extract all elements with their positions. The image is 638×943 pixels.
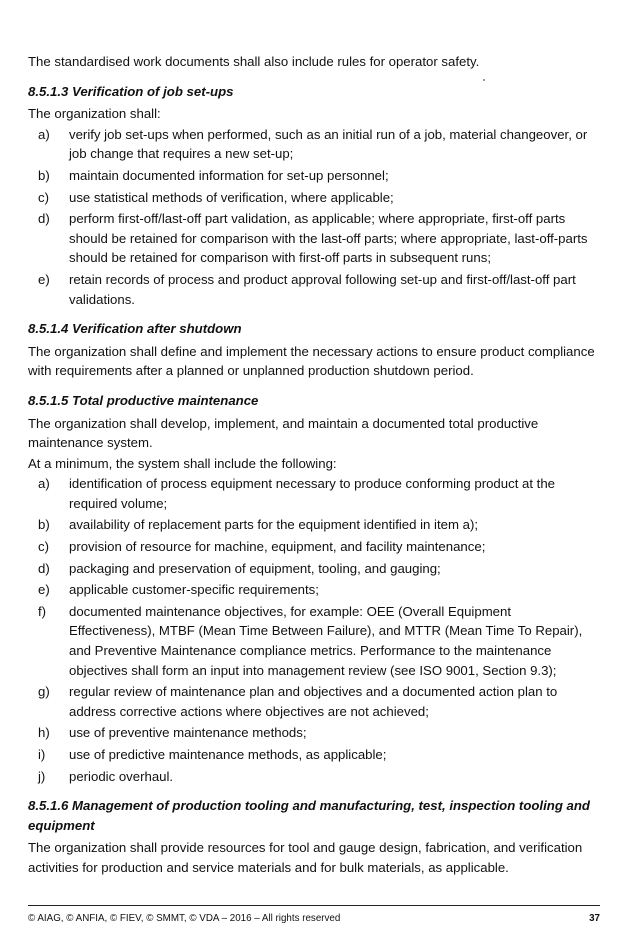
list-item [28,767,600,787]
section-heading-8-5-1-5 [28,391,600,411]
list-item-text: retain records of process and product approval following set-up and first-off/last-off part validations. [69,271,576,307]
list-marker: d) [38,560,50,576]
list-marker: e) [38,582,50,598]
section-number: 8.5.1.5 [28,392,69,408]
document-page [28,52,600,884]
list-item [28,723,600,743]
list-item [28,580,600,600]
section-heading-8-5-1-3 [28,82,600,102]
list-item-text: identification of process equipment necessary to produce conforming product at the required volume; [69,476,556,511]
list-item [28,270,600,309]
section-number: 8.5.1.4 [28,321,69,337]
list-marker: e) [38,271,50,287]
list-marker: h) [38,725,50,741]
list-item-text: packaging and preservation of equipment, tooling, and gauging; [69,560,441,576]
list-item [28,474,600,513]
list-marker: i) [38,747,46,762]
list-item-text: use of preventive maintenance methods; [69,725,307,741]
section-body: The organization shall develop, implement, and maintain a documented total productive maintenance system. [28,415,539,451]
list-item-text: use statistical methods of verification, where applicable; [69,189,394,205]
list-marker: g) [38,684,50,700]
list-item-text: regular review of maintenance plan and objectives and a documented action plan to address corrective actions where objectives are not achieved; [69,684,558,719]
list-8-5-1-3 [28,125,600,309]
list-marker: a) [38,476,50,492]
section-body: The organization shall define and implement the necessary actions to ensure product compliance with requirements after a planned or unplanned production shutdown period. [28,343,595,379]
list-item [28,602,600,680]
list-item [28,559,600,579]
section-lead: The organization shall: [28,106,161,122]
list-item-text: applicable customer-specific requirements; [69,582,319,598]
section-heading-8-5-1-6 [28,796,600,835]
list-marker: b) [38,517,50,533]
list-item-text: perform first-off/last-off part validation, as applicable; where appropriate, first-off parts should be retained for comparison with the last-off parts; where appropriate, last-off-parts should be retained for comparison with first-off parts in subsequent runs; [69,211,588,266]
section-title: Total productive maintenance [72,392,259,408]
section-heading-8-5-1-4 [28,319,600,339]
section-lead: At a minimum, the system shall include the following: [28,455,337,471]
list-item-text: documented maintenance objectives, for example: OEE (Overall Equipment Effectiveness), MTBF (Mean Time Between Failure), and MTTR (Mean Time To Repair), and Preventive Maintenance compliance metrics. Performance to the maintenance objectives shall form an input into management review (see ISO 9001, Section 9.3); [69,603,583,678]
list-marker: c) [38,189,49,205]
page-number: 37 [589,913,600,924]
intro-paragraph: The standardised work documents shall also include rules for operator safety. [28,54,480,69]
section-title: Management of production tooling and manufacturing, test, inspection tooling and equipment [28,798,590,833]
section-body: The organization shall provide resources for tool and gauge design, fabrication, and verification activities for production and service materials and for bulk materials, as applicable. [28,840,583,875]
section-number: 8.5.1.3 [28,83,69,99]
list-item [28,188,600,208]
list-item-text: maintain documented information for set-up personnel; [69,167,389,183]
section-title: Verification of job set-ups [72,83,234,99]
section-title: Verification after shutdown [72,321,242,337]
list-marker: a) [38,126,50,142]
list-item-text: provision of resource for machine, equipment, and facility maintenance; [69,539,486,555]
list-item-text: use of predictive maintenance methods, as applicable; [69,747,387,762]
copyright-text: © AIAG, © ANFIA, © FIEV, © SMMT, © VDA – 2016 – All rights reserved [28,913,341,924]
list-item [28,166,600,186]
section-number: 8.5.1.6 [28,798,69,814]
list-marker: b) [38,167,50,183]
page-footer [28,905,600,926]
list-marker: f) [38,603,47,619]
list-item [28,209,600,268]
list-marker: d) [38,211,50,227]
list-marker: j) [38,768,46,784]
list-marker: c) [38,539,49,555]
list-8-5-1-5 [28,474,600,786]
list-item-text: verify job set-ups when performed, such as an initial run of a job, material changeover, or job change that requires a new set-up; [69,126,588,162]
list-item [28,682,600,721]
scan-speck [483,79,485,81]
list-item [28,745,600,765]
list-item-text: periodic overhaul. [69,768,174,784]
list-item [28,125,600,164]
list-item [28,515,600,535]
list-item-text: availability of replacement parts for the equipment identified in item a); [69,517,479,533]
list-item [28,537,600,557]
